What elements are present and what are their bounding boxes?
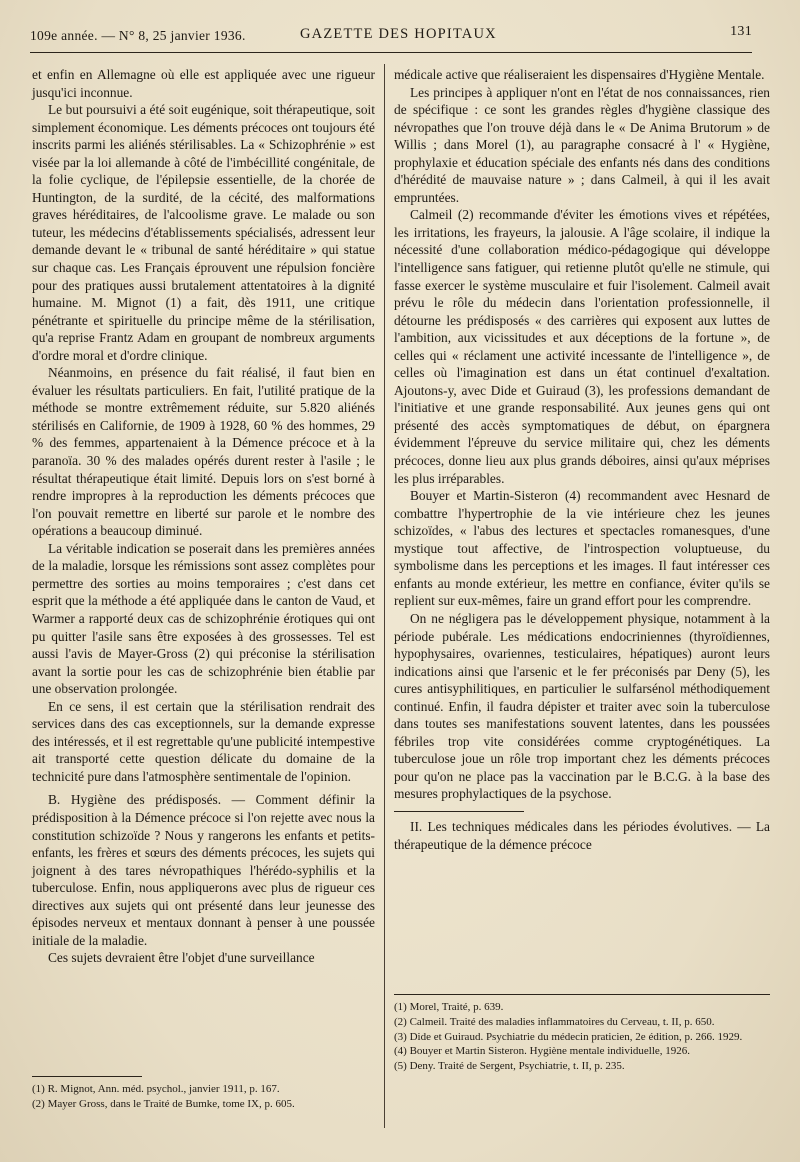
footnote: (4) Bouyer et Martin Sisteron. Hygiène mentale individuelle, 1926. — [394, 1045, 691, 1058]
paragraph: En ce sens, il est certain que la stérilisation rendrait des services dans des cas exceptionnels, sur la demande expresse des intéressés, et il est regrettable qu'une publicité intempestive ait transporté cette question délicate du domaine de la technicité pure dans l'atmosphère sentimentale de l'opinion. — [32, 698, 375, 784]
paragraph: Ces sujets devraient être l'objet d'une surveillance — [48, 950, 315, 966]
footnote-rule-right — [394, 994, 770, 995]
right-column — [394, 66, 770, 853]
paragraph: et enfin en Allemagne où elle est appliquée avec une rigueur jusqu'ici inconnue. — [32, 67, 375, 100]
left-column — [32, 66, 375, 967]
section-separator — [394, 811, 524, 812]
running-head — [30, 22, 752, 52]
paragraph: Calmeil (2) recommande d'éviter les émotions vives et répétées, les irritations, les frayeurs, la jalousie. A l'âge scolaire, il indique la nécessité d'une collaboration médico-pédagogique qui développe l'intelligence sans fatiguer, qui retienne plutôt qu'elle ne stimule, qui fasse exercer le système musculaire et fuir l'isolement. Calmeil avait prévu le rôle du médecin dans l'orientation professionnelle, il détourne les prédisposés « des carrières qui exposent aux luttes de l'ambition, aux vicissitudes et aux déceptions de la fortune », de celles qui « réclament une activité incessante de l'intelligence », de celles où l'imagination est dans un état continuel d'exaltation. Ajoutons-y, avec Dide et Guiraud (3), les professions demandant de l'initiative et une grande responsabilité. Aux jeunes gens qui ont présenté des accès symptomatiques de début, on épargnera évidemment l'épreuve du service militaire qui, chez les déments précoces, donne lieu aux plus grands déboires, ainsi qu'aux méprises les plus irréparables. — [394, 207, 770, 486]
paragraph: Les principes à appliquer n'ont en l'état de nos connaissances, rien de spécifique : ce sont les grandes règles d'hygiène classique des névropathes que l'on trouve déjà dans le « De Anima Brutorum » de Willis ; dans Morel (1), au paragraphe consacré à l' « Hygiène, prophylaxie et éducation spéciale des enfants nés dans des conditions d'hérédité de mauvaise nature » ; dans Calmeil, à qui il les avait empruntées. — [394, 84, 770, 205]
issue-info: 109e année. — N° 8, 25 janvier 1936. — [30, 28, 246, 43]
header-rule — [30, 52, 752, 53]
paragraph: Le but poursuivi a été soit eugénique, soit thérapeutique, soit simplement économique. Les déments précoces ont toujours été inscrits parmi les aliénés stérilisables. La « Schizophrénie » est visée par la loi allemande à côté de l'imbécillité congénitale, de la folie cyclique, de l'épilepsie essentielle, de la chorée de Huntington, de la surdité, de la cécité, des malformations graves héréditaires, de l'alcoolisme grave. Le malade ou son tuteur, les médecins d'établissements spécialisés, adressent leur demande devant le « tribunal de santé héréditaire » qui statue sur chaque cas. Les Français éprouvent une répulsion foncière pour des pratiques aussi brutalement attentatoires à la dignité humaine. M. Mignot (1) a fait, dès 1911, une critique pénétrante et spirituelle du principe même de la stérilisation, qu'a reprise Frantz Adam en groupant de nombreux arguments d'ordre moral et d'ordre clinique. — [32, 102, 375, 363]
footnote-rule-left — [32, 1076, 142, 1077]
footnote: (2) Calmeil. Traité des maladies inflammatoires du Cerveau, t. II, p. 650. — [394, 1015, 715, 1028]
paragraph: Néanmoins, en présence du fait réalisé, il faut bien en évaluer les résultats particuliers. En fait, l'utilité pratique de la méthode se montre extrêmement réduite, sur 5.820 aliénés stérilisés en Californie, de 1909 à 1928, 60 % des hommes, 29 % des femmes, appartenaient à la Démence précoce et à la paranoïa. 30 % des malades opérés durent rester à l'asile ; le résultat thérapeutique était limité. Depuis lors on s'est borné à rendre impropres à la reproduction les déments précoces que l'on pouvait remettre en liberté sur parole et le nombre des opérations a beaucoup diminué. — [32, 365, 375, 539]
footnotes-left — [32, 1082, 375, 1112]
paragraph: médicale active que réaliseraient les dispensaires d'Hygiène Mentale. — [394, 67, 765, 82]
paragraph: La véritable indication se poserait dans les premières années de la maladie, lorsque les rémissions sont assez complètes pour permettre des sorties au moins temporaires ; c'est dans cet esprit que la méthode a été appliquée dans le canton de Vaud, et Warmer a rapporté deux cas de schizophrénie érotiques qui ont pu quitter l'asile sans être exposées à des grossesses. Tel est aussi l'avis de Mayer-Gross (2) qui préconise la stérilisation avant la sortie pour les cas de schizophrénie bien établie par une observation prolongée. — [32, 540, 375, 697]
footnote: (2) Mayer Gross, dans le Traité de Bumke, tome IX, p. 605. — [32, 1097, 295, 1110]
footnote: (5) Deny. Traité de Sergent, Psychiatrie, t. II, p. 235. — [394, 1060, 625, 1073]
journal-title: GAZETTE DES HOPITAUX — [300, 26, 497, 42]
footnote: (1) R. Mignot, Ann. méd. psychol., janvier 1911, p. 167. — [32, 1083, 280, 1095]
section-ii-heading: II. Les techniques médicales dans les périodes évolutives. — La thérapeutique de la démence précoce — [394, 818, 770, 852]
section-b-paragraph: B. Hygiène des prédisposés. — Comment définir la prédisposition à la Démence précoce si l'on rejette avec nous la constitution schizoïde ? Nous y rangerons les enfants et petits-enfants, les frères et sœurs des déments précoces, les sujets qui joignent à des tares névropathiques l'hérédo-syphilis et la tuberculose. Enfin, nous appliquerons avec plus de rigueur ces directives aux sujets qui ont présenté dans leur jeunesse des épisodes nerveux et mentaux donnant à penser à une poussée initiale de la maladie. — [32, 792, 375, 948]
column-divider — [384, 64, 385, 1128]
paragraph: Bouyer et Martin-Sisteron (4) recommandent avec Hesnard de combattre l'hypertrophie de la vie intérieure chez les jeunes schizoïdes, « l'abus des lectures et spectacles romanesques, d'une mystique tout affective, de l'introspection voluptueuse, du symbolisme dans les perceptions et les images. Il faut intéresser ces enfants au monde extérieur, les mettre en confiance, éviter qu'ils se replient sur eux-mêmes, faire un grand effort pour les comprendre. — [394, 488, 770, 609]
page-number: 131 — [730, 24, 752, 39]
footnotes-right — [394, 1000, 770, 1074]
paragraph: On ne négligera pas le développement physique, notamment à la période pubérale. Les médications endocriniennes (thyroïdiennes, hypophysaires, ovariennes, testiculaires, hépatiques) auront leurs indications ainsi que l'arsenic et le fer préconisés par Deny (5), les cures antisyphilitiques, en particulier le sulfarsénol méthodiquement continué. Enfin, il faudra dépister et traiter avec soin la tuberculose dans toutes ses manifestations souvent latentes, dans les poussées fébriles trop vite considérées comme cryptogénétiques. La tuberculose joue un rôle trop important chez les déments précoces pour qu'on ne place pas la vaccination par le B.C.G. à la base des mesures prophylactiques de la psychose. — [394, 610, 770, 802]
footnote: (3) Dide et Guiraud. Psychiatrie du médecin praticien, 2e édition, p. 266. 1929. — [394, 1030, 743, 1043]
footnote: (1) Morel, Traité, p. 639. — [394, 1001, 504, 1013]
